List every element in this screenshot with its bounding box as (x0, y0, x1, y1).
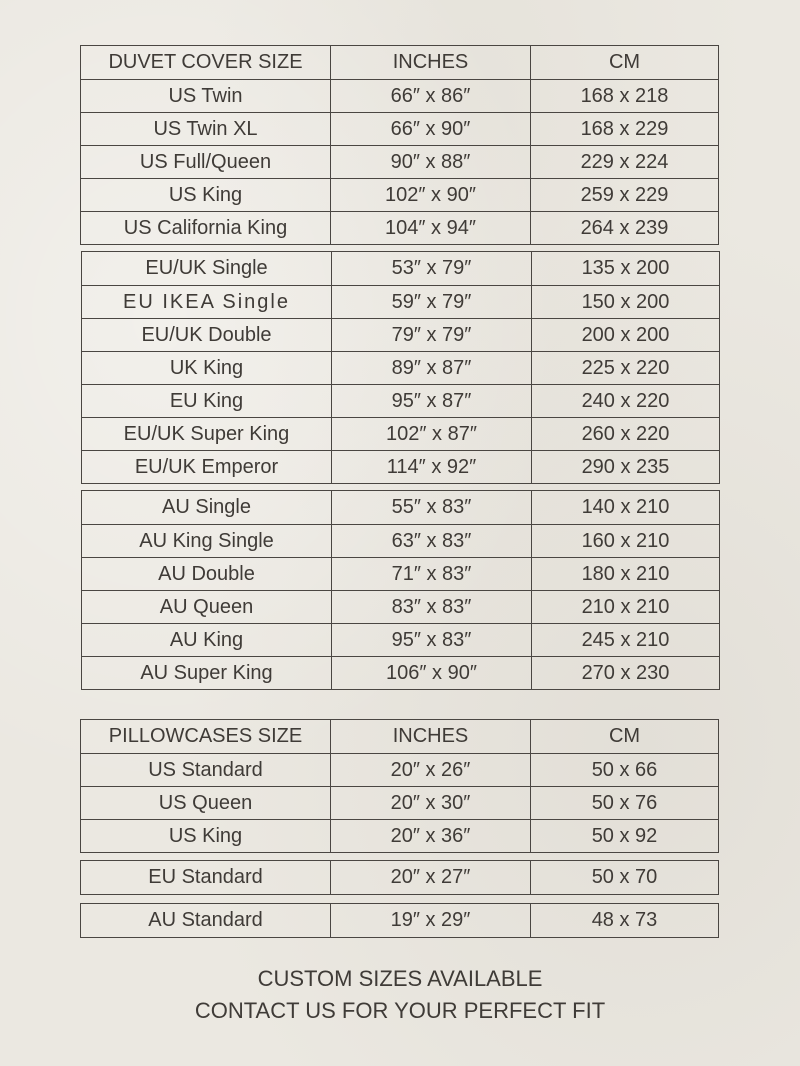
size-cm: 259 x 229 (580, 183, 669, 206)
size-name: UK King (82, 352, 332, 384)
size-inches: 20″ x 36″ (331, 820, 531, 852)
table-row (81, 112, 718, 145)
size-name: US Queen (81, 787, 331, 819)
size-inches: 83″ x 83″ (332, 591, 532, 623)
pillow-au-table (80, 903, 719, 938)
column-header-inches: INCHES (331, 720, 531, 753)
size-inches: 20″ x 30″ (331, 787, 531, 819)
column-header-inches: INCHES (331, 46, 531, 79)
table-row (82, 557, 719, 590)
table-row (81, 819, 718, 852)
table-row (81, 211, 718, 244)
duvet-au-table (81, 490, 720, 690)
size-name: AU Single (82, 491, 332, 524)
table-row (82, 590, 719, 623)
size-inches: 102″ x 90″ (331, 179, 531, 211)
size-cm: 168 x 218 (580, 84, 669, 107)
size-cm: 270 x 230 (581, 661, 670, 684)
size-inches: 89″ x 87″ (332, 352, 532, 384)
size-cm: 240 x 220 (581, 389, 670, 412)
size-inches: 79″ x 79″ (332, 319, 532, 351)
pillow-eu-table (80, 860, 719, 895)
size-cm: 245 x 210 (581, 628, 670, 651)
size-name: AU Standard (81, 904, 331, 937)
column-header-cm: CM (608, 51, 641, 73)
size-name: EU King (82, 385, 332, 417)
size-name: EU/UK Emperor (82, 451, 332, 483)
size-inches: 20″ x 27″ (331, 861, 531, 894)
size-name: US Full/Queen (81, 146, 331, 178)
size-cm: 229 x 224 (580, 150, 669, 173)
table-row (81, 753, 718, 786)
footer-custom-sizes: CUSTOM SIZES AVAILABLE (257, 966, 543, 991)
size-name: US Twin (81, 80, 331, 112)
table-row (82, 351, 719, 384)
size-name: EU IKEA Single (82, 286, 332, 318)
size-cm: 225 x 220 (581, 356, 670, 379)
size-cm: 50 x 70 (591, 866, 658, 888)
size-cm: 260 x 220 (581, 422, 670, 445)
pillow-us-table (80, 719, 719, 853)
size-inches: 102″ x 87″ (332, 418, 532, 450)
size-cm: 290 x 235 (581, 455, 670, 478)
size-name: EU Standard (81, 861, 331, 894)
size-inches: 19″ x 29″ (331, 904, 531, 937)
size-inches: 90″ x 88″ (331, 146, 531, 178)
table-row (82, 417, 719, 450)
size-inches: 63″ x 83″ (332, 525, 532, 557)
footer-contact: CONTACT US FOR YOUR PERFECT FIT (194, 998, 606, 1023)
table-row (82, 623, 719, 656)
size-inches: 71″ x 83″ (332, 558, 532, 590)
size-cm: 50 x 92 (591, 824, 658, 847)
size-cm: 180 x 210 (581, 562, 670, 585)
size-inches: 95″ x 87″ (332, 385, 532, 417)
table-row (82, 318, 719, 351)
size-cm: 150 x 200 (581, 290, 670, 313)
duvet-eu-table (81, 251, 720, 484)
size-name: US Twin XL (81, 113, 331, 145)
table-row (82, 285, 719, 318)
size-inches: 53″ x 79″ (332, 252, 532, 285)
size-name: EU/UK Single (82, 252, 332, 285)
size-cm: 200 x 200 (581, 323, 670, 346)
size-name: US King (81, 179, 331, 211)
size-cm: 210 x 210 (581, 595, 670, 618)
table-row (81, 145, 718, 178)
size-cm: 135 x 200 (581, 257, 670, 279)
table-row (81, 904, 718, 937)
size-name: EU/UK Super King (82, 418, 332, 450)
size-name: AU Super King (82, 657, 332, 689)
table-row (82, 491, 719, 524)
column-header-cm: CM (608, 725, 641, 747)
column-header-size: PILLOWCASES SIZE (81, 720, 331, 753)
size-name: EU/UK Double (82, 319, 332, 351)
size-inches: 59″ x 79″ (332, 286, 532, 318)
size-cm: 50 x 66 (591, 758, 658, 781)
duvet-us-table (80, 45, 719, 245)
size-name: AU King (82, 624, 332, 656)
size-inches: 104″ x 94″ (331, 212, 531, 244)
table-row (81, 178, 718, 211)
table-row (81, 861, 718, 894)
size-name: US Standard (81, 754, 331, 786)
table-header-row (81, 720, 718, 753)
size-inches: 114″ x 92″ (332, 451, 532, 483)
size-name: US California King (81, 212, 331, 244)
size-name: AU King Single (82, 525, 332, 557)
size-name: US King (81, 820, 331, 852)
size-cm: 50 x 76 (591, 791, 658, 814)
size-cm: 160 x 210 (581, 529, 670, 552)
table-row (82, 384, 719, 417)
table-row (82, 450, 719, 483)
size-cm: 264 x 239 (580, 216, 669, 239)
size-cm: 168 x 229 (580, 117, 669, 140)
table-row (82, 252, 719, 285)
size-inches: 66″ x 90″ (331, 113, 531, 145)
table-row (81, 79, 718, 112)
table-row (82, 524, 719, 557)
size-name: AU Double (82, 558, 332, 590)
size-cm: 48 x 73 (591, 909, 658, 931)
size-inches: 95″ x 83″ (332, 624, 532, 656)
size-cm: 140 x 210 (581, 496, 670, 518)
size-inches: 55″ x 83″ (332, 491, 532, 524)
column-header-size: DUVET COVER SIZE (81, 46, 331, 79)
size-name: AU Queen (82, 591, 332, 623)
size-inches: 20″ x 26″ (331, 754, 531, 786)
table-row (82, 656, 719, 689)
table-row (81, 786, 718, 819)
table-header-row (81, 46, 718, 79)
size-inches: 106″ x 90″ (332, 657, 532, 689)
size-inches: 66″ x 86″ (331, 80, 531, 112)
